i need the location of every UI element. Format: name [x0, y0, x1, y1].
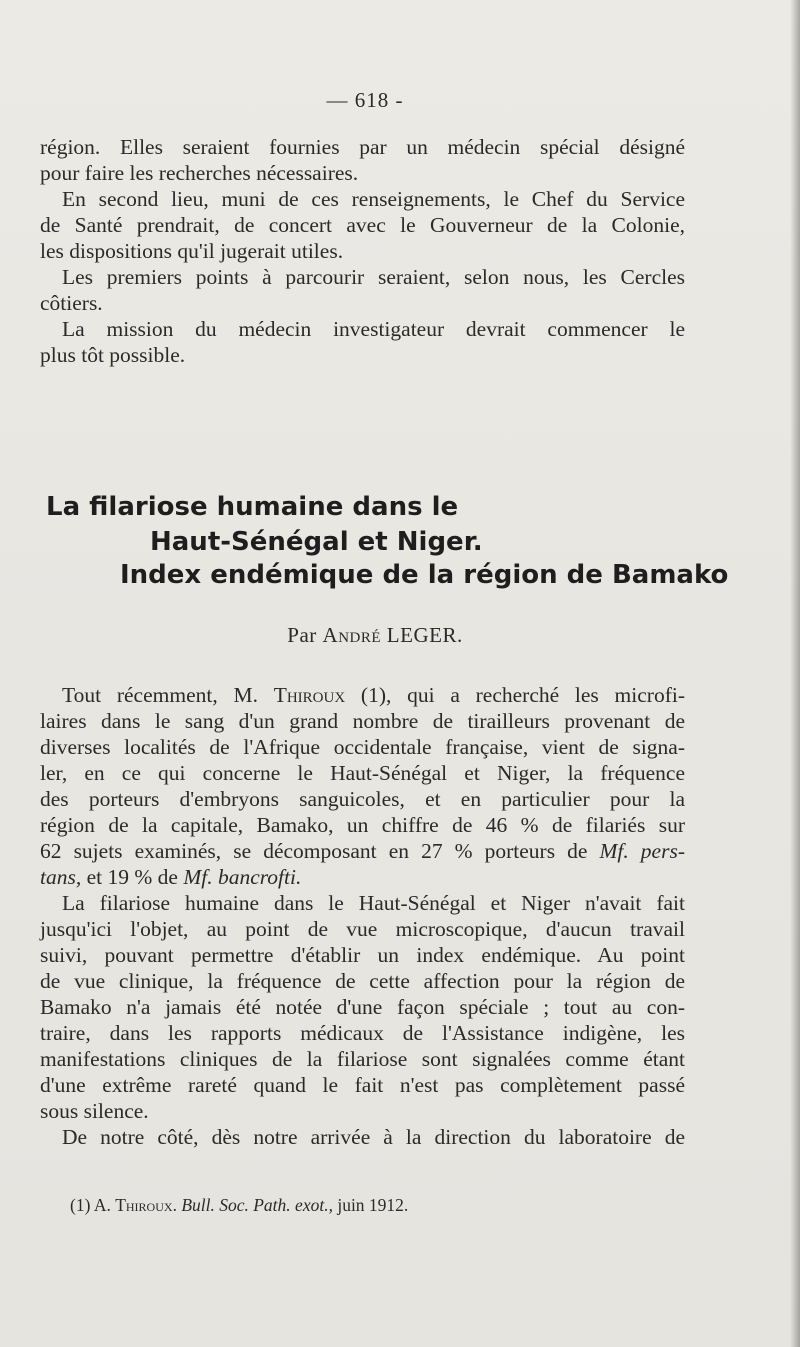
text-line [40, 1124, 685, 1150]
text-line: pour faire les recherches nécessaires. [40, 161, 359, 185]
text-line: En second lieu, muni de ces renseignements, le Chef du Service [62, 187, 685, 211]
text-segment: Mf. bancrofti. [183, 865, 302, 889]
text-line [40, 994, 685, 1020]
text-line [40, 1046, 685, 1072]
text-segment: Thiroux [273, 683, 346, 707]
author-name: André LEGER. [322, 623, 463, 647]
text-segment: ler, en ce qui concerne le Haut-Sénégal et Niger, la fréquence [40, 761, 685, 785]
intro-paragraphs [40, 134, 685, 368]
text-line [40, 1098, 685, 1124]
text-segment: (1), qui a recherché les microfi- [345, 683, 685, 707]
text-segment: jusqu'ici l'objet, au point de vue microscopique, d'aucun travail [40, 917, 685, 941]
text-segment: Tout récemment, M. [62, 683, 274, 707]
footnote-journal: Bull. Soc. Path. exot., [181, 1195, 333, 1215]
article-title-line-2: Haut-Sénégal et Niger. [150, 527, 483, 557]
text-line: Les premiers points à parcourir seraient, selon nous, les Cercles [62, 265, 685, 289]
text-line [40, 838, 685, 864]
text-line [40, 682, 685, 708]
text-line [40, 708, 685, 734]
text-line [40, 916, 685, 942]
text-segment: manifestations cliniques de la filariose sont signalées comme étant [40, 1047, 685, 1071]
footnote-date: juin 1912. [332, 1195, 409, 1215]
text-line: région. Elles seraient fournies par un médecin spécial désigné [40, 135, 685, 159]
text-segment: diverses localités de l'Afrique occidentale française, vient de signa- [40, 735, 685, 759]
text-segment: de vue clinique, la fréquence de cette affection pour la région de [40, 969, 685, 993]
text-line: plus tôt possible. [40, 343, 186, 367]
text-line [40, 890, 685, 916]
text-line: côtiers. [40, 291, 103, 315]
text-segment: traire, dans les rapports médicaux de l'Assistance indigène, les [40, 1021, 685, 1045]
text-segment: laires dans le sang d'un grand nombre de tirailleurs provenant de [40, 709, 685, 733]
article-title-line-3: Index endémique de la région de Bamako [120, 560, 729, 590]
text-line: de Santé prendrait, de concert avec le Gouverneur de la Colonie, [40, 213, 685, 237]
text-segment: et 19 % de [81, 865, 184, 889]
text-segment: La filariose humaine dans le Haut-Sénégal et Niger n'avait fait [62, 891, 685, 915]
text-segment: des porteurs d'embryons sanguicoles, et en particulier pour la [40, 787, 685, 811]
text-line [40, 786, 685, 812]
text-segment: région de la capitale, Bamako, un chiffre de 46 % de filariés sur [40, 813, 685, 837]
byline-prefix: Par [287, 623, 317, 647]
text-line [40, 1072, 685, 1098]
text-segment: suivi, pouvant permettre d'établir un index endémique. Au point [40, 943, 685, 967]
footnote-sep: . [172, 1195, 182, 1215]
text-line [40, 734, 685, 760]
text-line [40, 864, 685, 890]
footnote-author: Thiroux [115, 1195, 173, 1215]
text-segment: tans, [40, 865, 82, 889]
text-line [40, 942, 685, 968]
article-title-line-1: La filariose humaine dans le [46, 492, 459, 522]
text-segment: Bamako n'a jamais été notée d'une façon spéciale ; tout au con- [40, 995, 685, 1019]
text-segment: 62 sujets examinés, se décomposant en 27 % porteurs de [40, 839, 600, 863]
text-line: les dispositions qu'il jugerait utiles. [40, 239, 344, 263]
text-line [40, 1020, 685, 1046]
article-body [40, 682, 685, 1150]
byline [0, 623, 750, 648]
text-segment: De notre côté, dès notre arrivée à la direction du laboratoire de [62, 1125, 685, 1149]
page-edge-shadow [790, 0, 800, 1347]
page-number: — 618 - [326, 88, 404, 112]
text-segment: sous silence. [40, 1099, 149, 1123]
footnote-marker: (1) A. [70, 1195, 116, 1215]
text-line: La mission du médecin investigateur devrait commencer le [62, 317, 685, 341]
text-line [40, 968, 685, 994]
text-segment: d'une extrême rareté quand le fait n'est pas complètement passé [40, 1073, 685, 1097]
text-line [40, 760, 685, 786]
footnote [70, 1195, 408, 1216]
text-segment: Mf. pers- [599, 839, 685, 863]
text-line [40, 812, 685, 838]
